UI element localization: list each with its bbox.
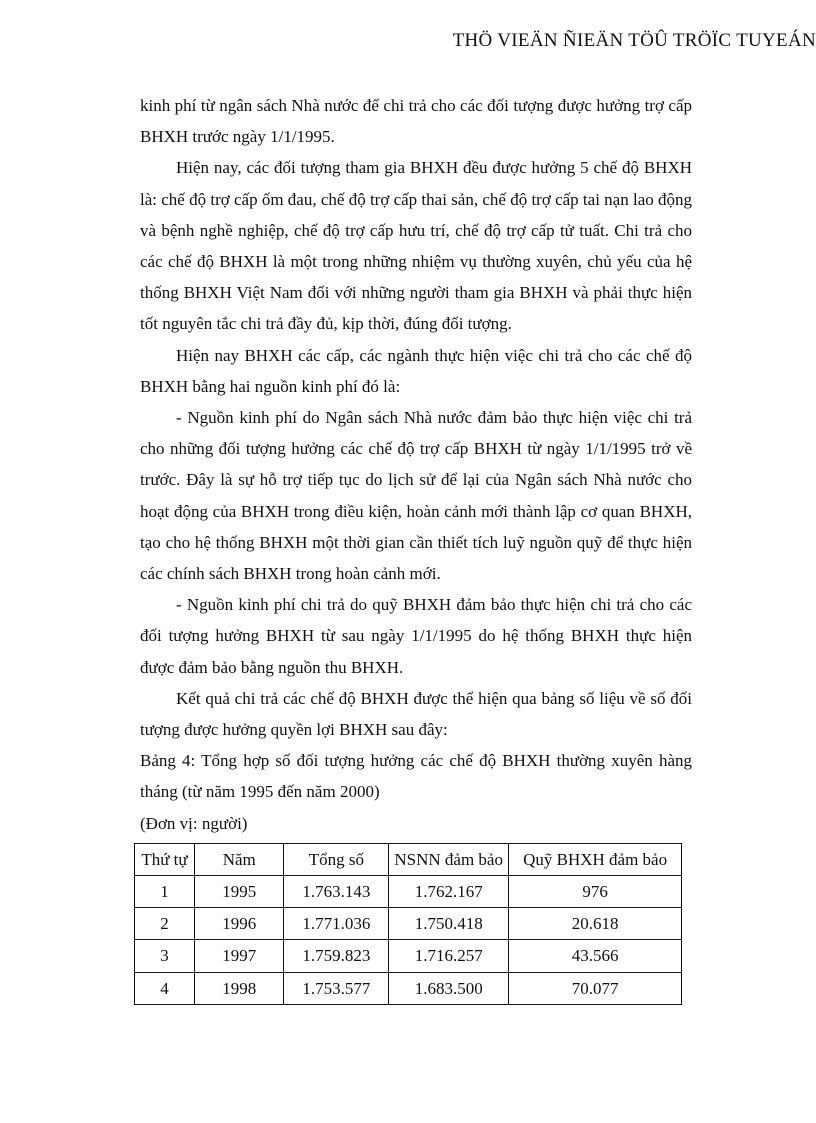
column-header: Quỹ BHXH đảm bảo: [509, 843, 682, 875]
column-header: Thứ tự: [135, 843, 195, 875]
table-cell: 1: [135, 876, 195, 908]
table-cell: 43.566: [509, 940, 682, 972]
table-row: [135, 876, 682, 908]
paragraph: Kết quả chi trả các chế độ BHXH được thể hiện qua bảng số liệu về số đối tượng được hưởng quyền lợi BHXH sau đây:: [140, 688, 692, 740]
table-row: [135, 940, 682, 972]
running-header: THÖ VIEÄN ÑIEÄN TÖÛ TRÖÏC TUYEÁN: [452, 30, 816, 51]
table-cell: 1997: [194, 940, 284, 972]
table-cell: 1.763.143: [284, 876, 389, 908]
table-cell: 1.750.418: [389, 908, 509, 940]
table-cell: 2: [135, 908, 195, 940]
column-header: NSNN đảm bảo: [389, 843, 509, 875]
table-cell: 20.618: [509, 908, 682, 940]
paragraph: kinh phí từ ngân sách Nhà nước để chi trả cho các đối tượng được hưởng trợ cấp BHXH trước ngày 1/1/1995.: [140, 96, 692, 147]
table-caption: Bảng 4: Tổng hợp số đối tượng hưởng các chế độ BHXH thường xuyên hàng tháng (từ năm 1995 đến năm 2000): [140, 751, 692, 802]
paragraph: - Nguồn kinh phí chi trả do quỹ BHXH đảm bảo thực hiện chi trả cho các đối tượng hưởng BHXH từ sau ngày 1/1/1995 do hệ thống BHXH thực hiện được đảm bảo bằng nguồn thu BHXH.: [140, 595, 692, 677]
table-cell: 70.077: [509, 972, 682, 1004]
table-row: [135, 908, 682, 940]
data-table: [134, 843, 682, 1005]
table-cell: 1998: [194, 972, 284, 1004]
table-cell: 1.771.036: [284, 908, 389, 940]
table-row: [135, 972, 682, 1004]
table-cell: 4: [135, 972, 195, 1004]
paragraph: Hiện nay BHXH các cấp, các ngành thực hiện việc chi trả cho các chế độ BHXH bằng hai nguồn kinh phí đó là:: [140, 345, 692, 396]
column-header: Năm: [194, 843, 284, 875]
table-header-row: [135, 843, 682, 875]
table-cell: 1.683.500: [389, 972, 509, 1004]
unit-note: (Đơn vị: người): [140, 813, 248, 833]
table-cell: 1.716.257: [389, 940, 509, 972]
table-cell: 1.753.577: [284, 972, 389, 1004]
paragraph: Hiện nay, các đối tượng tham gia BHXH đều được hưởng 5 chế độ BHXH là: chế độ trợ cấp ốm đau, chế độ trợ cấp thai sản, chế độ trợ cấp tai nạn lao động và bệnh nghề nghiệp, chế độ trợ cấp hưu trí, chế độ trợ cấp tử tuất. Chi trả cho các chế độ BHXH là một trong những nhiệm vụ thường xuyên, chủ yếu của hệ thống BHXH Việt Nam đối với những người tham gia BHXH và phải thực hiện tốt nguyên tắc chi trả đầy đủ, kịp thời, đúng đối tượng.: [140, 158, 692, 334]
document-body: [140, 90, 692, 1005]
table-cell: 1995: [194, 876, 284, 908]
table-cell: 1996: [194, 908, 284, 940]
table-cell: 976: [509, 876, 682, 908]
table-cell: 3: [135, 940, 195, 972]
paragraph: - Nguồn kinh phí do Ngân sách Nhà nước đảm bảo thực hiện việc chi trả cho những đối tượng hưởng các chế độ trợ cấp BHXH từ ngày 1/1/1995 trở về trước. Đây là sự hỗ trợ tiếp tục do lịch sử để lại của Ngân sách Nhà nước cho hoạt động của BHXH trong điều kiện, hoàn cảnh mới thành lập cơ quan BHXH, tạo cho hệ thống BHXH một thời gian cần thiết tích luỹ nguồn quỹ để thực hiện các chính sách BHXH trong hoàn cảnh mới.: [140, 408, 692, 584]
table-cell: 1.759.823: [284, 940, 389, 972]
column-header: Tổng số: [284, 843, 389, 875]
table-cell: 1.762.167: [389, 876, 509, 908]
